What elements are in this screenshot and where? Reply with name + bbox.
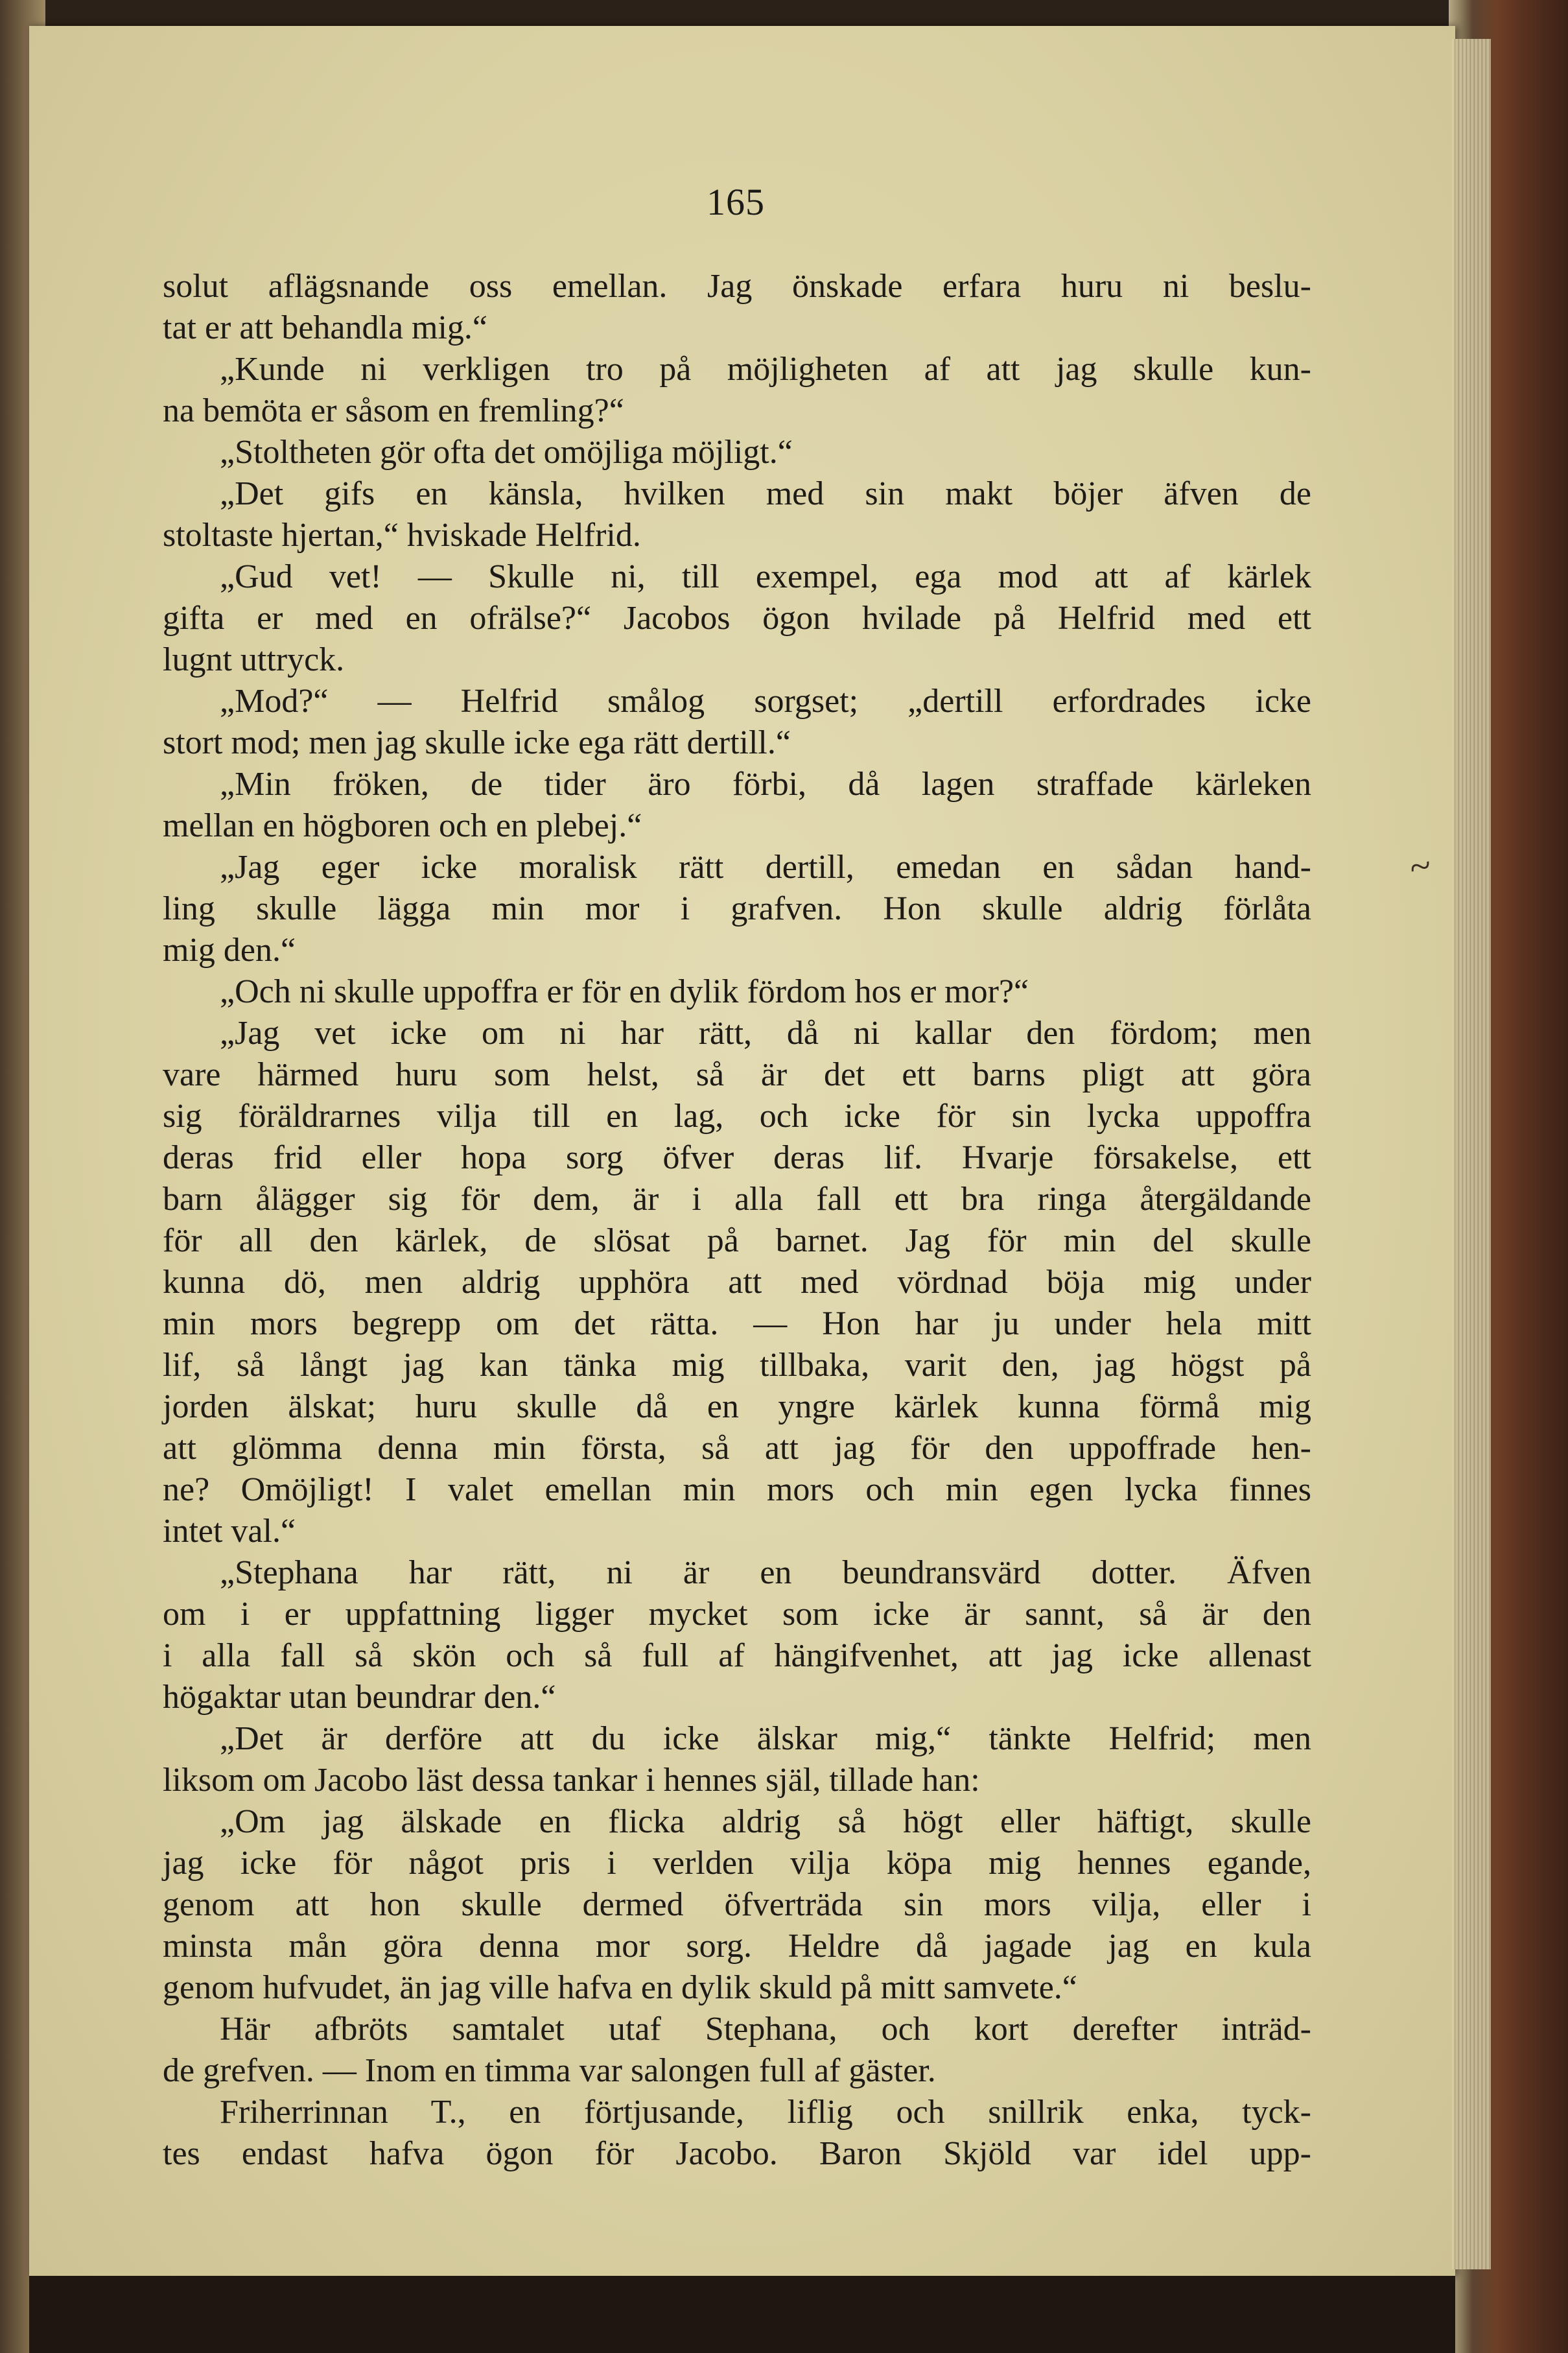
- text-line: „Och ni skulle uppoffra er för en dylik fördom hos er mor?“: [220, 973, 1029, 1010]
- text-line: Här afbröts samtalet utaf Stephana, och kort derefter inträd-: [220, 2011, 1311, 2048]
- text-line: lif, så långt jag kan tänka mig tillbaka, varit den, jag högst på: [163, 1347, 1311, 1384]
- text-line: de grefven. — Inom en timma var salongen full af gäster.: [163, 2052, 936, 2089]
- text-line: tat er att behandla mig.“: [163, 309, 488, 346]
- text-line: genom att hon skulle dermed öfverträda sin mors vilja, eller i: [163, 1886, 1311, 1923]
- text-line: för all den kärlek, de slösat på barnet. Jag för min del skulle: [163, 1222, 1311, 1259]
- text-line: kunna dö, men aldrig upphöra att med vördnad böja mig under: [163, 1264, 1311, 1301]
- page-number: 165: [707, 181, 765, 223]
- text-line: barn ålägger sig för dem, är i alla fall ett bra ringa återgäldande: [163, 1181, 1311, 1218]
- text-line: sig föräldrarnes vilja till en lag, och icke för sin lycka uppoffra: [163, 1098, 1311, 1135]
- text-line: „Jag vet icke om ni har rätt, då ni kallar den fördom; men: [220, 1015, 1311, 1052]
- text-line: intet val.“: [163, 1513, 296, 1550]
- text-line: „Mod?“ — Helfrid smålog sorgset; „dertill erfordrades icke: [220, 683, 1311, 720]
- text-line: „Kunde ni verkligen tro på möjligheten af att jag skulle kun-: [220, 351, 1311, 388]
- bottom-shadow: [29, 2276, 1455, 2353]
- text-line: Friherrinnan T., en förtjusande, liflig och snillrik enka, tyck-: [220, 2094, 1311, 2131]
- book-page: [29, 26, 1455, 2276]
- text-line: mellan en högboren och en plebej.“: [163, 807, 642, 844]
- page-edges: [1452, 39, 1491, 2269]
- text-line: tes endast hafva ögon för Jacobo. Baron Skjöld var idel upp-: [163, 2135, 1311, 2172]
- text-line: jorden älskat; huru skulle då en yngre kärlek kunna förmå mig: [163, 1388, 1311, 1425]
- text-line: „Jag eger icke moralisk rätt dertill, emedan en sådan hand-: [220, 849, 1311, 886]
- text-line: „Stoltheten gör ofta det omöjliga möjligt.“: [220, 434, 793, 471]
- text-line: minsta mån göra denna mor sorg. Heldre då jagade jag en kula: [163, 1928, 1311, 1965]
- text-line: „Om jag älskade en flicka aldrig så högt eller häftigt, skulle: [220, 1803, 1311, 1840]
- text-line: na bemöta er såsom en fremling?“: [163, 392, 624, 429]
- text-line: ne? Omöjligt! I valet emellan min mors och min egen lycka finnes: [163, 1471, 1311, 1508]
- text-line: „Min fröken, de tider äro förbi, då lagen straffade kärleken: [220, 766, 1311, 803]
- text-line: gifta er med en ofrälse?“ Jacobos ögon hvilade på Helfrid med ett: [163, 600, 1311, 637]
- text-line: „Gud vet! — Skulle ni, till exempel, ega mod att af kärlek: [220, 558, 1311, 595]
- text-line: „Det gifs en känsla, hvilken med sin makt böjer äfven de: [220, 475, 1311, 512]
- text-line: stoltaste hjertan,“ hviskade Helfrid.: [163, 517, 641, 554]
- text-line: att glömma denna min första, så att jag för den uppoffrade hen-: [163, 1430, 1311, 1467]
- text-line: i alla fall så skön och så full af hängifvenhet, att jag icke allenast: [163, 1637, 1311, 1674]
- text-line: deras frid eller hopa sorg öfver deras lif. Hvarje försakelse, ett: [163, 1139, 1311, 1176]
- margin-mark: ~: [1405, 843, 1435, 890]
- text-line: ling skulle lägga min mor i grafven. Hon skulle aldrig förlåta: [163, 890, 1311, 927]
- text-line: vare härmed huru som helst, så är det ett barns pligt att göra: [163, 1056, 1311, 1093]
- text-line: genom hufvudet, än jag ville hafva en dylik skuld på mitt samvete.“: [163, 1969, 1077, 2006]
- text-line: högaktar utan beundrar den.“: [163, 1679, 556, 1716]
- text-line: liksom om Jacobo läst dessa tankar i hennes själ, tillade han:: [163, 1762, 980, 1799]
- text-line: „Det är derföre att du icke älskar mig,“ tänkte Helfrid; men: [220, 1720, 1311, 1757]
- text-line: stort mod; men jag skulle icke ega rätt dertill.“: [163, 724, 791, 761]
- text-line: jag icke för något pris i verlden vilja köpa mig hennes egande,: [163, 1845, 1311, 1882]
- text-line: mig den.“: [163, 932, 296, 969]
- text-line: om i er uppfattning ligger mycket som icke är sannt, så är den: [163, 1596, 1311, 1633]
- text-line: solut aflägsnande oss emellan. Jag önskade erfara huru ni beslu-: [163, 268, 1311, 305]
- page-text: [163, 266, 1311, 2175]
- text-line: min mors begrepp om det rätta. — Hon har ju under hela mitt: [163, 1305, 1311, 1342]
- text-line: lugnt uttryck.: [163, 641, 345, 678]
- text-line: „Stephana har rätt, ni är en beundransvärd dotter. Äfven: [220, 1554, 1311, 1591]
